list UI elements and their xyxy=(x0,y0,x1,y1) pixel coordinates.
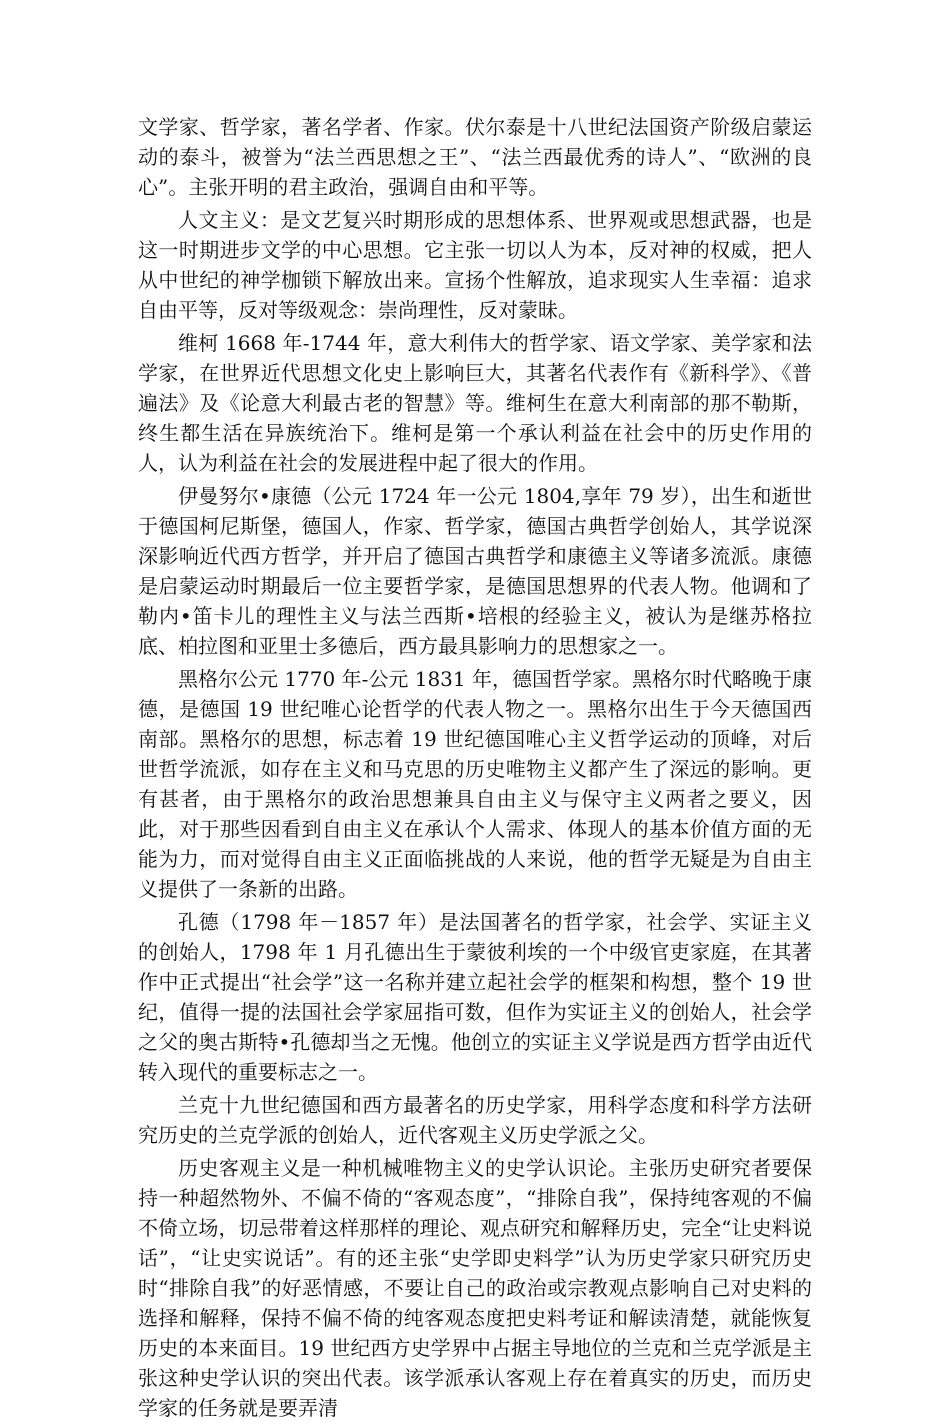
paragraph-voltaire: 文学家、哲学家，著名学者、作家。伏尔泰是十八世纪法国资产阶级启蒙运动的泰斗，被誉为“法兰西思想之王”、“法兰西最优秀的诗人”、“欧洲的良心”。主张开明的君主政治，强调自由和平等。 xyxy=(138,115,812,199)
document-body xyxy=(138,112,812,1426)
paragraph-kant: 伊曼努尔•康德（公元 1724 年一公元 1804,享年 79 岁），出生和逝世于德国柯尼斯堡，德国人，作家、哲学家，德国古典哲学创始人，其学说深深影响近代西方哲学，并开启了德国古典哲学和康德主义等诸多流派。康德是启蒙运动时期最后一位主要哲学家，是德国思想界的代表人物。他调和了勒内•笛卡儿的理性主义与法兰西斯•培根的经验主义，被认为是继苏格拉底、柏拉图和亚里士多德后，西方最具影响力的思想家之一。 xyxy=(138,484,812,658)
paragraph-hegel: 黑格尔公元 1770 年-公元 1831 年，德国哲学家。黑格尔时代略晚于康德，是德国 19 世纪唯心论哲学的代表人物之一。黑格尔出生于今天德国西南部。黑格尔的思想，标志着 19 世纪德国唯心主义哲学运动的顶峰，对后世哲学流派，如存在主义和马克思的历史唯物主义都产生了深远的影响。更有甚者，由于黑格尔的政治思想兼具自由主义与保守主义两者之要义，因此，对于那些因看到自由主义在承认个人需求、体现人的基本价值方面的无能为力，而对觉得自由主义正面临挑战的人来说，他的哲学无疑是为自由主义提供了一条新的出路。 xyxy=(138,667,812,901)
paragraph-comte: 孔德（1798 年－1857 年）是法国著名的哲学家，社会学、实证主义的创始人，1798 年 1 月孔德出生于蒙彼利埃的一个中级官吏家庭，在其著作中正式提出“社会学”这一名称并建立起社会学的框架和构想，整个 19 世纪，值得一提的法国社会学家屈指可数，但作为实证主义的创始人，社会学之父的奥古斯特•孔德却当之无愧。他创立的实证主义学说是西方哲学由近代转入现代的重要标志之一。 xyxy=(138,910,812,1084)
paragraph-humanism: 人文主义：是文艺复兴时期形成的思想体系、世界观或思想武器，也是这一时期进步文学的中心思想。它主张一切以人为本，反对神的权威，把人从中世纪的神学枷锁下解放出来。宣扬个性解放，追求现实人生幸福：追求自由平等，反对等级观念：崇尚理性，反对蒙昧。 xyxy=(138,208,812,322)
paragraph-vico: 维柯 1668 年-1744 年，意大利伟大的哲学家、语文学家、美学家和法学家，在世界近代思想文化史上影响巨大，其著名代表作有《新科学》、《普遍法》及《论意大利最古老的智慧》等。维柯生在意大利南部的那不勒斯，终生都生活在异族统治下。维柯是第一个承认利益在社会中的历史作用的人，认为利益在社会的发展进程中起了很大的作用。 xyxy=(138,331,812,475)
paragraph-historical-objectivism: 历史客观主义是一种机械唯物主义的史学认识论。主张历史研究者要保持一种超然物外、不偏不倚的“客观态度”，“排除自我”，保持纯客观的不偏不倚立场，切忌带着这样那样的理论、观点研究和解释历史，完全“让史料说话”，“让史实说话”。有的还主张“史学即史料学”认为历史学家只研究历史时“排除自我”的好恶情感，不要让自己的政治或宗教观点影响自己对史料的选择和解释，保持不偏不倚的纯客观态度把史料考证和解读清楚，就能恢复历史的本来面目。19 世纪西方史学界中占据主导地位的兰克和兰克学派是主张这种史学认识的突出代表。该学派承认客观上存在着真实的历史，而历史学家的任务就是要弄清 xyxy=(138,1156,812,1420)
paragraph-ranke: 兰克十九世纪德国和西方最著名的历史学家，用科学态度和科学方法研究历史的兰克学派的创始人，近代客观主义历史学派之父。 xyxy=(138,1093,812,1147)
